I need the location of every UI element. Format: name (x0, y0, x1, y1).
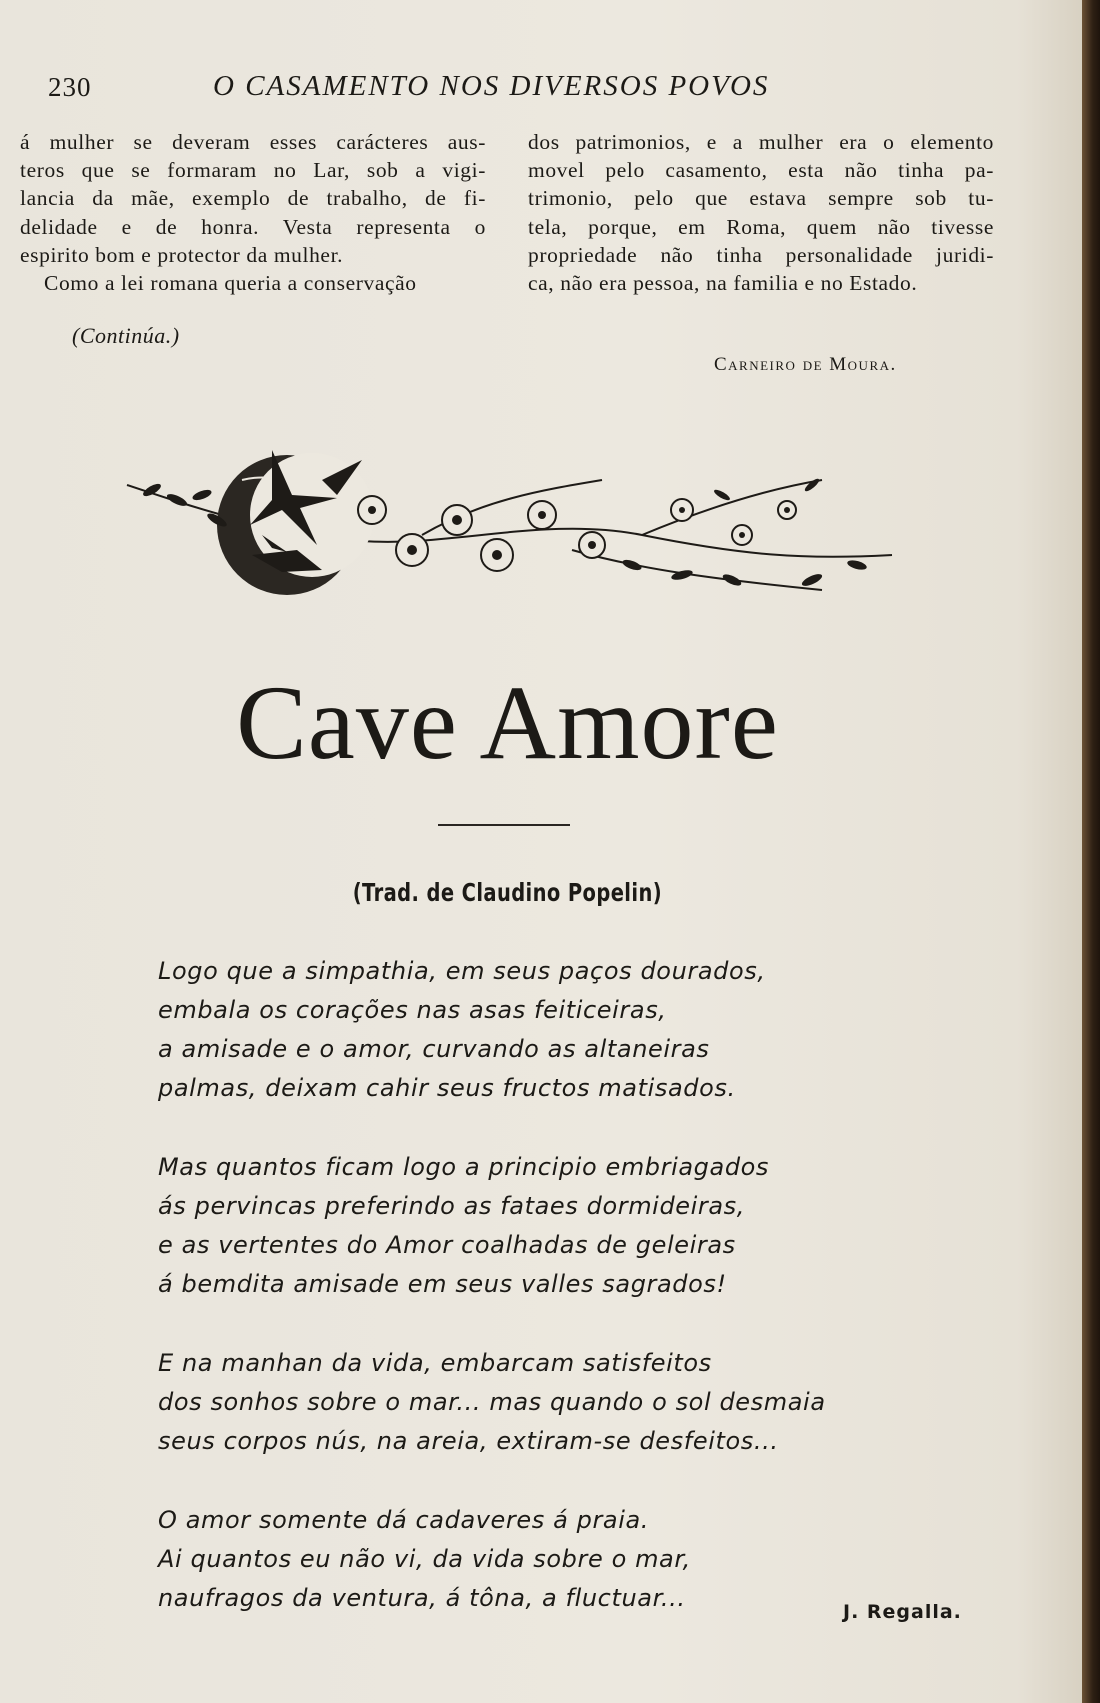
poem-line: a amisade e o amor, curvando as altaneiras (158, 1035, 710, 1063)
poem-line: Mas quantos ficam logo a principio embriagados (158, 1153, 770, 1181)
stanza (158, 1148, 826, 1304)
poem-line: á bemdita amisade em seus valles sagrados! (158, 1270, 727, 1298)
text-line: á mulher se deveram esses carácteres aus- (20, 130, 486, 154)
poem-line: palmas, deixam cahir seus fructos matisados. (158, 1074, 736, 1102)
text-line: tela, porque, em Roma, quem não tivesse (528, 214, 994, 239)
poem-author: J. Regalla. (843, 1601, 962, 1623)
text-line: movel pelo casamento, esta não tinha pa- (528, 158, 994, 183)
paragraph (20, 128, 486, 269)
text-line: espirito bom e protector da mulher. (20, 242, 344, 267)
poem-line: embala os corações nas asas feiticeiras, (158, 996, 667, 1024)
page-number: 230 (48, 72, 92, 102)
stanza (158, 1501, 826, 1618)
poem-line: ás pervincas preferindo as fataes dormideiras, (158, 1192, 746, 1220)
poem-title: Cave Amore (236, 664, 779, 781)
stanza (158, 1344, 826, 1461)
divider (438, 824, 570, 826)
article-left-column (20, 128, 486, 297)
text-line: Como a lei romana queria a conservação (44, 271, 417, 296)
poem-line: E na manhan da vida, embarcam satisfeitos (158, 1349, 712, 1377)
poem-line: dos sonhos sobre o mar... mas quando o sol desmaia (158, 1388, 826, 1416)
book-spine-edge (1082, 0, 1100, 1703)
text-line: delidade e de honra. Vesta representa o (20, 214, 486, 239)
text-line: ca, não era pessoa, na familia e no Estado. (528, 271, 918, 296)
poem-body (158, 952, 826, 1658)
poem-line: O amor somente dá cadaveres á praia. (158, 1506, 650, 1534)
translator-credit: (Trad. de Claudino Popelin) (352, 878, 663, 907)
article-right-column (528, 128, 994, 297)
poem-line: Logo que a simpathia, em seus paços dourados, (158, 957, 766, 985)
poem-line: e as vertentes do Amor coalhadas de geleiras (158, 1231, 736, 1259)
stanza (158, 952, 826, 1108)
running-head (48, 68, 808, 108)
floral-ornament-illustration (122, 440, 902, 620)
text-line: dos patrimonios, e a mulher era o elemento (528, 130, 994, 154)
poem-line: Ai quantos eu não vi, da vida sobre o mar, (158, 1545, 691, 1573)
continued-note: (Continúa.) (72, 323, 180, 348)
text-line: propriedade não tinha personalidade juridi- (528, 242, 994, 267)
paragraph (20, 269, 486, 297)
poem-line: naufragos da ventura, á tôna, a fluctuar... (158, 1584, 686, 1612)
article-signature: Carneiro de Moura. (714, 354, 897, 375)
poem-line: seus corpos nús, na areia, extiram-se desfeitos... (158, 1427, 779, 1455)
text-line: teros que se formaram no Lar, sob a vigi- (20, 158, 486, 183)
running-title: O CASAMENTO NOS DIVERSOS POVOS (213, 70, 770, 102)
text-line: trimonio, pelo que estava sempre sob tu- (528, 186, 994, 211)
text-line: lancia da mãe, exemplo de trabalho, de fi- (20, 186, 486, 211)
